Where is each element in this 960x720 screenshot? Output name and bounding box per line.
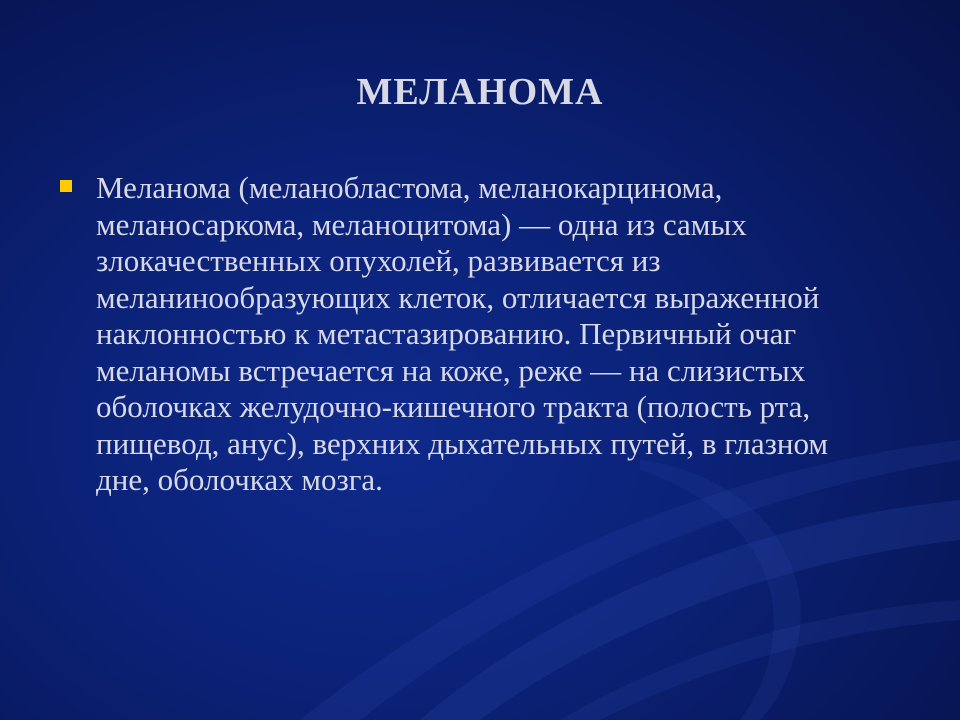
bullet-list bbox=[60, 170, 880, 499]
bullet-text: Меланома (меланобластома, меланокарцинома, меланосаркома, меланоцитома) — одна из самых злокачественных опухолей, развивается из меланинообразующих клеток, отличается выраженной наклонностью к метастазированию. Первичный очаг меланомы встречается на коже, реже — на слизистых оболочках желудочно-кишечного тракта (полость рта, пищевод, анус), верхних дыхательных путей, в глазном дне, оболочках мозга. bbox=[96, 170, 829, 497]
square-bullet-icon bbox=[60, 180, 72, 192]
slide-title: МЕЛАНОМА bbox=[356, 71, 604, 113]
bullet-item bbox=[60, 170, 880, 499]
